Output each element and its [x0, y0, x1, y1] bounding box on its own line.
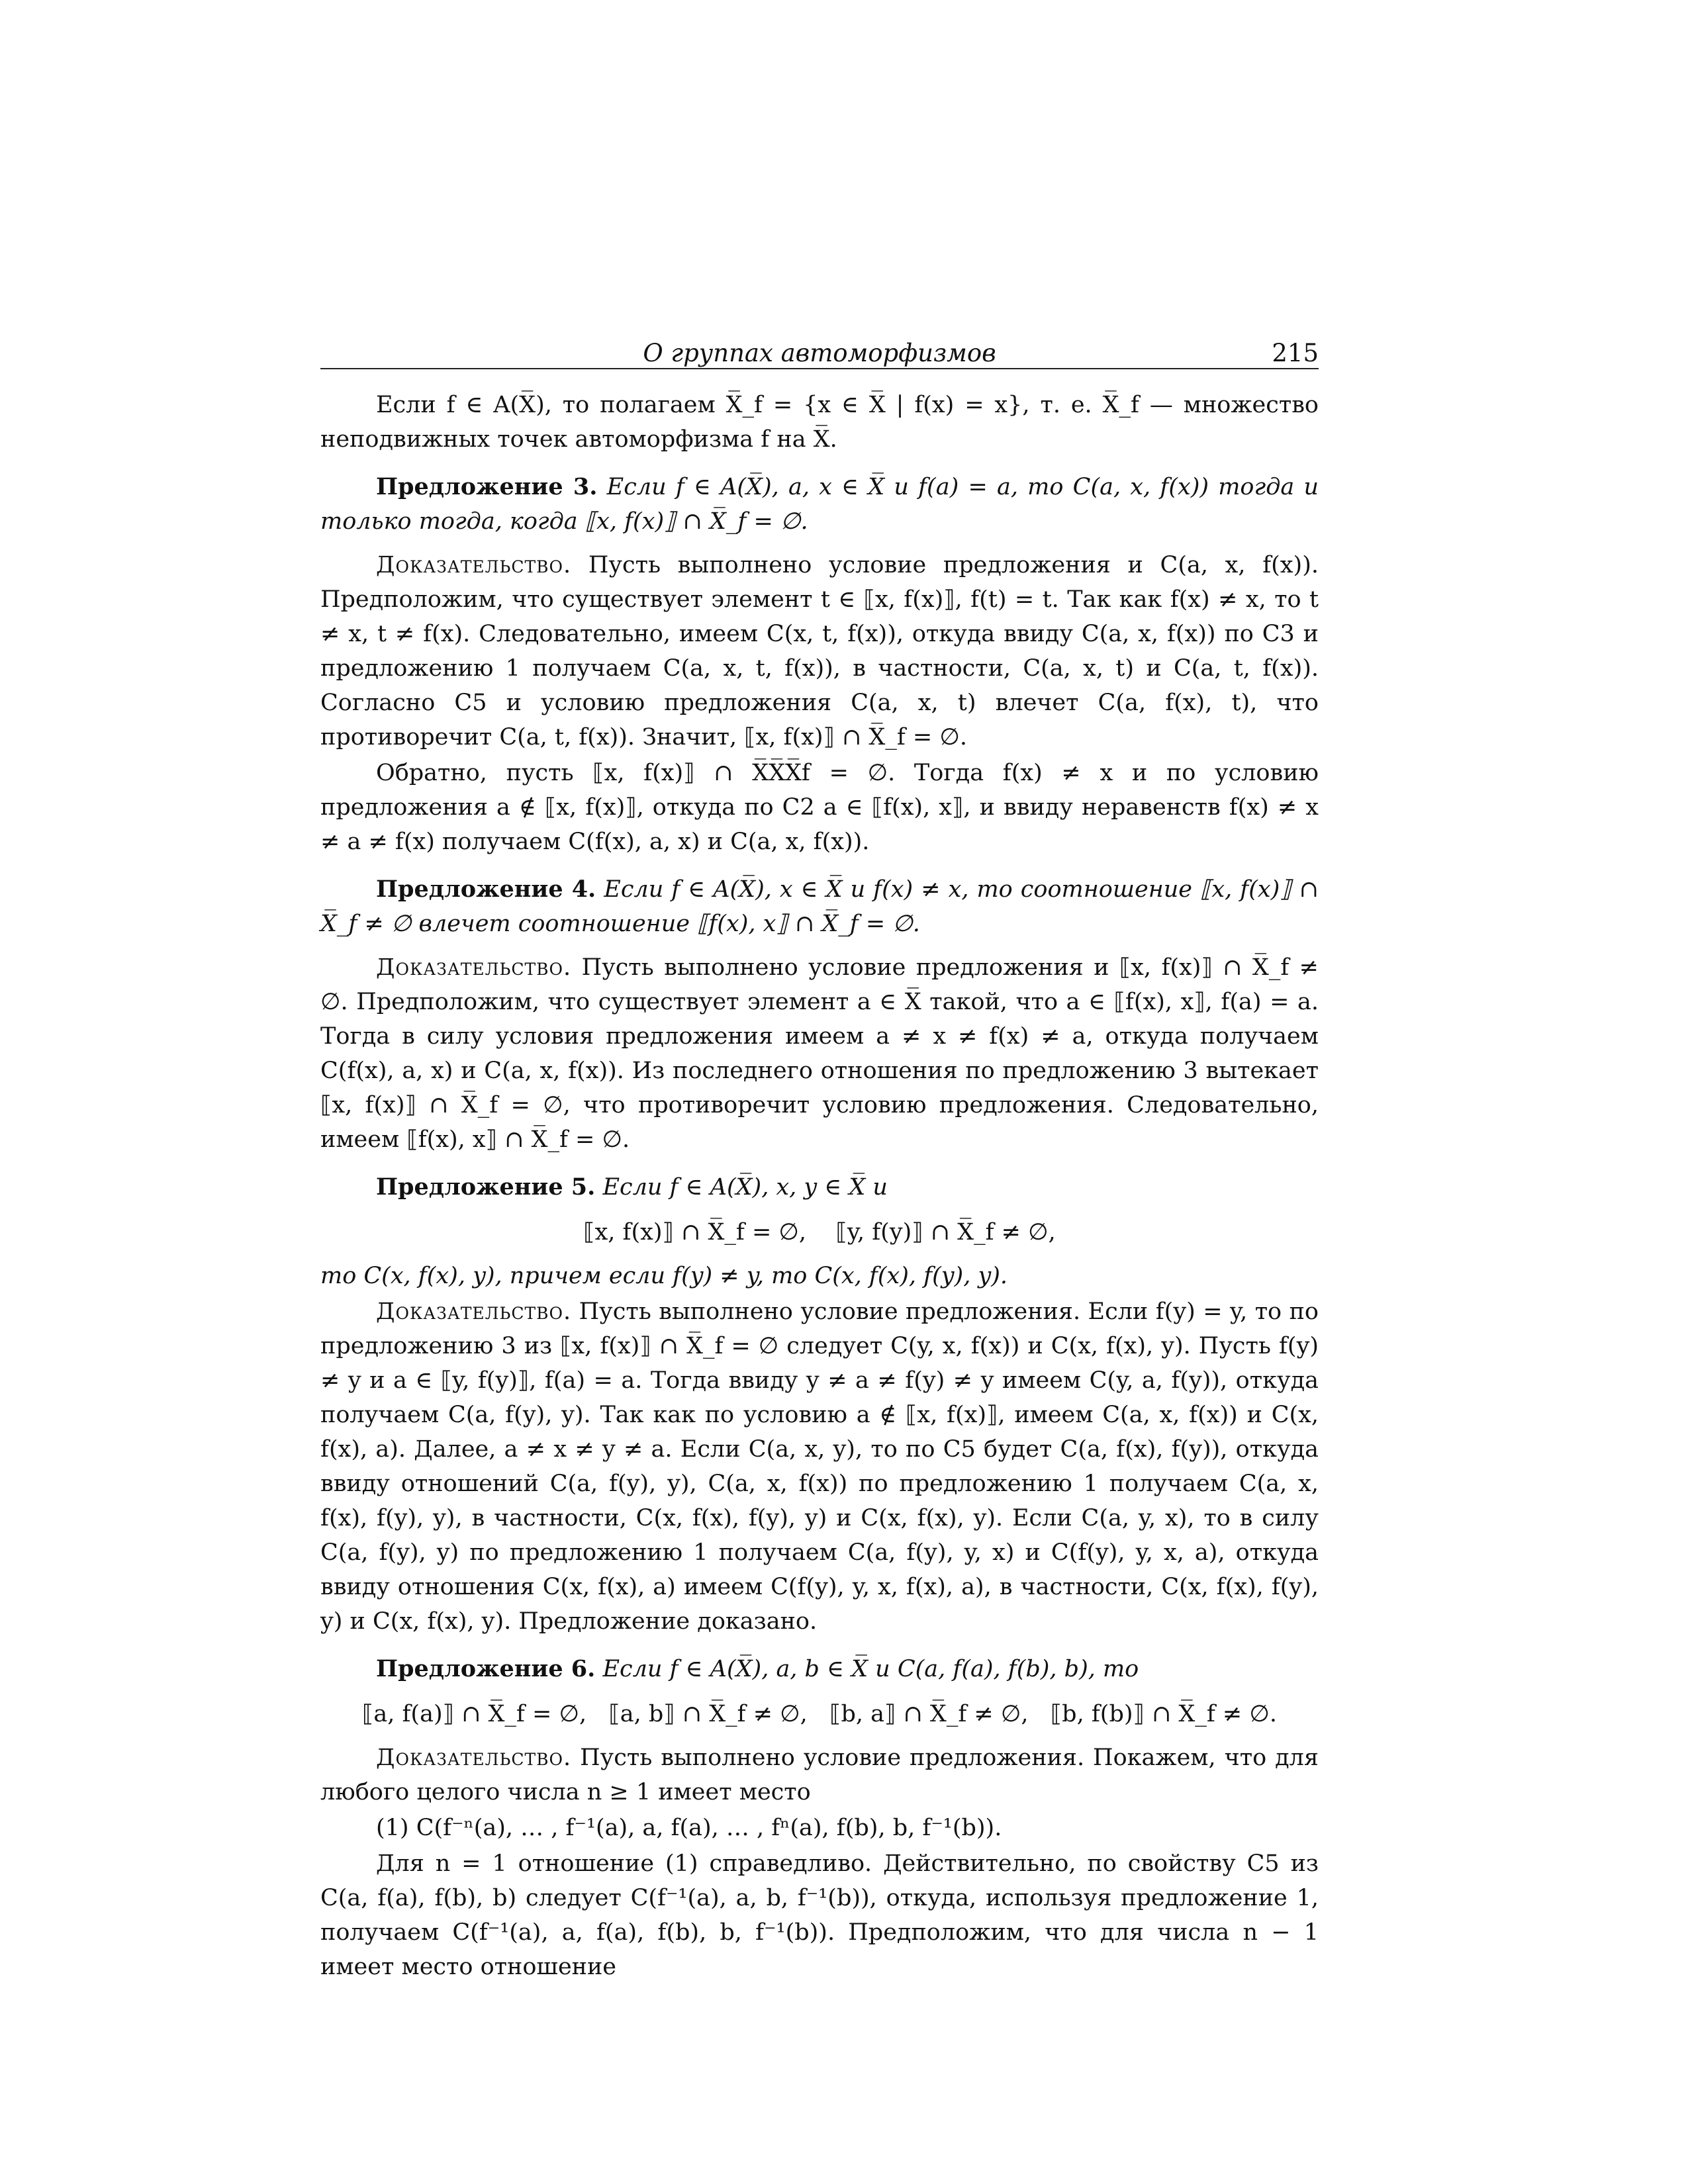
- proposition-4-text: Если f ∈ A(X̅), x ∈ X̅ и f(x) ≠ x, то соотношение ⟦x, f(x)⟧ ∩ X̅_f ≠ ∅ влечет соотношение ⟦f(x), x⟧ ∩ X̅_f = ∅.: [320, 876, 1319, 937]
- running-header: [320, 331, 1319, 369]
- proposition-6: [320, 1652, 1319, 1686]
- proposition-5: [320, 1170, 1319, 1205]
- proof-5-text: Пусть выполнено условие предложения. Если f(y) = y, то по предложению 3 из ⟦x, f(x)⟧ ∩ X̅_f = ∅ следует C(y, x, f(x)) и C(x, f(x), y). Пусть f(y) ≠ y и a ∈ ⟦y, f(y)⟧, f(a) = a. Тогда ввиду y ≠ a ≠ f(y) ≠ y имеем C(y, a, f(y)), откуда получаем C(a, f(y), y). Так как по условию a ∉ ⟦x, f(x)⟧, имеем C(a, x, f(x)) и C(x, f(x), a). Далее, a ≠ x ≠ y ≠ a. Если C(a, x, y), то по C5 будет C(a, f(x), f(y)), откуда ввиду отношений C(a, f(y), y), C(a, x, f(x)) по предложению 1 получаем C(a, x, f(x), f(y), y), в частности, C(x, f(x), f(y), y) и C(x, f(x), y). Если C(a, y, x), то в силу C(a, f(y), y) по предложению 1 получаем C(a, f(y), y, x) и C(f(y), y, x, a), откуда ввиду отношения C(x, f(x), a) имеем C(f(y), y, x, f(x), a), в частности, C(x, f(x), f(y), y) и C(x, f(x), y). Предложение доказано.: [320, 1298, 1319, 1635]
- proof-4-text: Пусть выполнено условие предложения и ⟦x, f(x)⟧ ∩ X̅_f ≠ ∅. Предположим, что существует элемент a ∈ X̅ такой, что a ∈ ⟦f(x), x⟧, f(a) = a. Тогда в силу условия предложения имеем a ≠ x ≠ f(x) ≠ a, откуда получаем C(f(x), a, x) и C(a, x, f(x)). Из последнего отношения по предложению 3 вытекает ⟦x, f(x)⟧ ∩ X̅_f = ∅, что противоречит условию предложения. Следовательно, имеем ⟦f(x), x⟧ ∩ X̅_f = ∅.: [320, 954, 1319, 1153]
- proposition-4-label: Предложение 4.: [376, 876, 596, 903]
- proposition-5-conclusion: то C(x, f(x), y), причем если f(y) ≠ y, то C(x, f(x), f(y), y).: [320, 1263, 1008, 1289]
- proposition-5-display-formula: ⟦x, f(x)⟧ ∩ X̅_f = ∅, ⟦y, f(y)⟧ ∩ X̅_f ≠ ∅,: [583, 1219, 1056, 1246]
- page: [320, 331, 1319, 1984]
- proof-3-label: Доказательство.: [376, 552, 572, 578]
- proof-4-label: Доказательство.: [376, 954, 572, 981]
- proof-4: [320, 950, 1319, 1157]
- proposition-3: [320, 470, 1319, 539]
- proof-6-label: Доказательство.: [376, 1745, 572, 1771]
- equation-1: (1) C(f⁻ⁿ(a), … , f⁻¹(a), a, f(a), … , fⁿ(a), f(b), b, f⁻¹(b)).: [376, 1815, 1002, 1841]
- proposition-6-display-formula: ⟦a, f(a)⟧ ∩ X̅_f = ∅, ⟦a, b⟧ ∩ X̅_f ≠ ∅, ⟦b, a⟧ ∩ X̅_f ≠ ∅, ⟦b, f(b)⟧ ∩ X̅_f ≠ ∅.: [362, 1701, 1277, 1727]
- proposition-3-text: Если f ∈ A(X̅), a, x ∈ X̅ и f(a) = a, то C(a, x, f(x)) тогда и только тогда, когда ⟦x, f(x)⟧ ∩ X̅_f = ∅.: [320, 474, 1319, 535]
- proof-5-label: Доказательство.: [376, 1298, 572, 1325]
- page-body: [320, 388, 1319, 1984]
- page-number: 215: [1272, 339, 1319, 367]
- proposition-3-label: Предложение 3.: [376, 473, 598, 500]
- proof-6: [320, 1741, 1319, 1809]
- proof-6-induction: Для n = 1 отношение (1) справедливо. Действительно, по свойству C5 из C(a, f(a), f(b), b) следует C(f⁻¹(a), a, b, f⁻¹(b)), откуда, используя предложение 1, получаем C(f⁻¹(a), a, f(a), f(b), b, f⁻¹(b)). Предположим, что для числа n − 1 имеет место отношение: [320, 1850, 1319, 1980]
- proof-3-converse: Обратно, пусть ⟦x, f(x)⟧ ∩ X̅X̅X̅f = ∅. Тогда f(x) ≠ x и по условию предложения a ∉ ⟦x, f(x)⟧, откуда по C2 a ∈ ⟦f(x), x⟧, и ввиду неравенств f(x) ≠ x ≠ a ≠ f(x) получаем C(f(x), a, x) и C(a, x, f(x)).: [320, 760, 1319, 855]
- proposition-5-text: Если f ∈ A(X̅), x, y ∈ X̅ и: [602, 1174, 888, 1201]
- proposition-4: [320, 872, 1319, 941]
- proposition-5-label: Предложение 5.: [376, 1173, 596, 1201]
- paragraph-fixed-points: Если f ∈ A(X̅), то полагаем X̅_f = {x ∈ X̅ | f(x) = x}, т. е. X̅_f — множество неподвижных точек автоморфизма f на X̅.: [320, 392, 1319, 453]
- proof-3: [320, 548, 1319, 754]
- proposition-6-text: Если f ∈ A(X̅), a, b ∈ X̅ и C(a, f(a), f(b), b), то: [602, 1656, 1139, 1682]
- proposition-6-label: Предложение 6.: [376, 1655, 596, 1682]
- proof-5: [320, 1295, 1319, 1639]
- running-title: О группах автоморфизмов: [643, 339, 996, 367]
- proof-6-text: Пусть выполнено условие предложения. Покажем, что для любого целого числа n ≥ 1 имеет место: [320, 1745, 1319, 1805]
- proof-3-text: Пусть выполнено условие предложения и C(a, x, f(x)). Предположим, что существует элемент t ∈ ⟦x, f(x)⟧, f(t) = t. Так как f(x) ≠ x, то t ≠ x, t ≠ f(x). Следовательно, имеем C(x, t, f(x)), откуда ввиду C(a, x, f(x)) по C3 и предложению 1 получаем C(a, x, t, f(x)), в частности, C(a, x, t) и C(a, t, f(x)). Согласно C5 и условию предложения C(a, x, t) влечет C(a, f(x), t), что противоречит C(a, t, f(x)). Значит, ⟦x, f(x)⟧ ∩ X̅_f = ∅.: [320, 552, 1319, 751]
